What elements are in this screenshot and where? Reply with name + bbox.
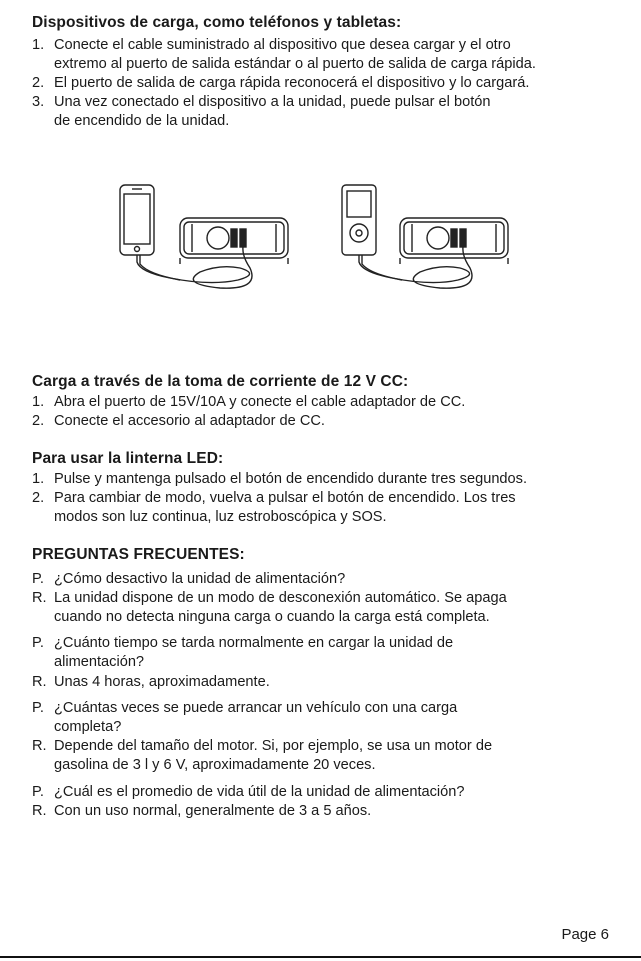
list-number: 2. [32,75,45,91]
faq-text: ¿Cómo desactivo la unidad de alimentación? [54,571,346,587]
list-text: El puerto de salida de carga rápida reconocerá el dispositivo y lo cargará. [54,75,530,91]
charging-illustration [110,180,510,300]
heading-charging-devices: Dispositivos de carga, como teléfonos y tabletas: [32,14,402,31]
list-text: Abra el puerto de 15V/10A y conecte el cable adaptador de CC. [54,394,466,410]
list-number: 2. [32,490,45,506]
faq-text: ¿Cuánto tiempo se tarda normalmente en cargar la unidad de [54,635,454,651]
faq-marker: P. [32,784,44,800]
list-text: Conecte el cable suministrado al dispositivo que desea cargar y el otro [54,37,511,53]
faq-text: completa? [54,719,122,735]
list-text: Conecte el accesorio al adaptador de CC. [54,413,325,429]
faq-marker: R. [32,803,47,819]
power-bank-icon [400,218,508,264]
power-bank-icon [180,218,288,264]
list-text: de encendido de la unidad. [54,113,230,129]
faq-marker: R. [32,738,47,754]
list-number: 3. [32,94,45,110]
faq-text: Con un uso normal, generalmente de 3 a 5 años. [54,803,372,819]
media-player-icon [342,185,376,255]
faq-text: Unas 4 horas, aproximadamente. [54,674,270,690]
footer-rule [0,956,641,958]
faq-marker: R. [32,590,47,606]
list-number: 2. [32,413,45,429]
heading-faq: PREGUNTAS FRECUENTES: [32,546,245,563]
faq-text: Depende del tamaño del motor. Si, por ejemplo, se usa un motor de [54,738,493,754]
faq-text: ¿Cuál es el promedio de vida útil de la unidad de alimentación? [54,784,465,800]
heading-dc-charging: Carga a través de la toma de corriente de 12 V CC: [32,373,409,390]
faq-marker: P. [32,635,44,651]
list-number: 1. [32,471,45,487]
faq-marker: P. [32,700,44,716]
faq-text: cuando no detecta ninguna carga o cuando la carga está completa. [54,609,490,625]
list-text: Pulse y mantenga pulsado el botón de encendido durante tres segundos. [54,471,528,487]
faq-marker: R. [32,674,47,690]
faq-marker: P. [32,571,44,587]
faq-text: alimentación? [54,654,145,670]
faq-text: gasolina de 3 l y 6 V, aproximadamente 20 veces. [54,757,376,773]
list-number: 1. [32,37,45,53]
list-text: modos son luz continua, luz estroboscópica y SOS. [54,509,387,525]
faq-text: ¿Cuántas veces se puede arrancar un vehículo con una carga [54,700,458,716]
faq-text: La unidad dispone de un modo de desconexión automático. Se apaga [54,590,507,606]
heading-led-flashlight: Para usar la linterna LED: [32,450,224,467]
page-number: Page 6 [561,926,609,943]
list-number: 1. [32,394,45,410]
list-text: extremo al puerto de salida estándar o al puerto de salida de carga rápida. [54,56,536,72]
smartphone-icon [120,185,154,255]
list-text: Una vez conectado el dispositivo a la unidad, puede pulsar el botón [54,94,491,110]
list-text: Para cambiar de modo, vuelva a pulsar el botón de encendido. Los tres [54,490,516,506]
